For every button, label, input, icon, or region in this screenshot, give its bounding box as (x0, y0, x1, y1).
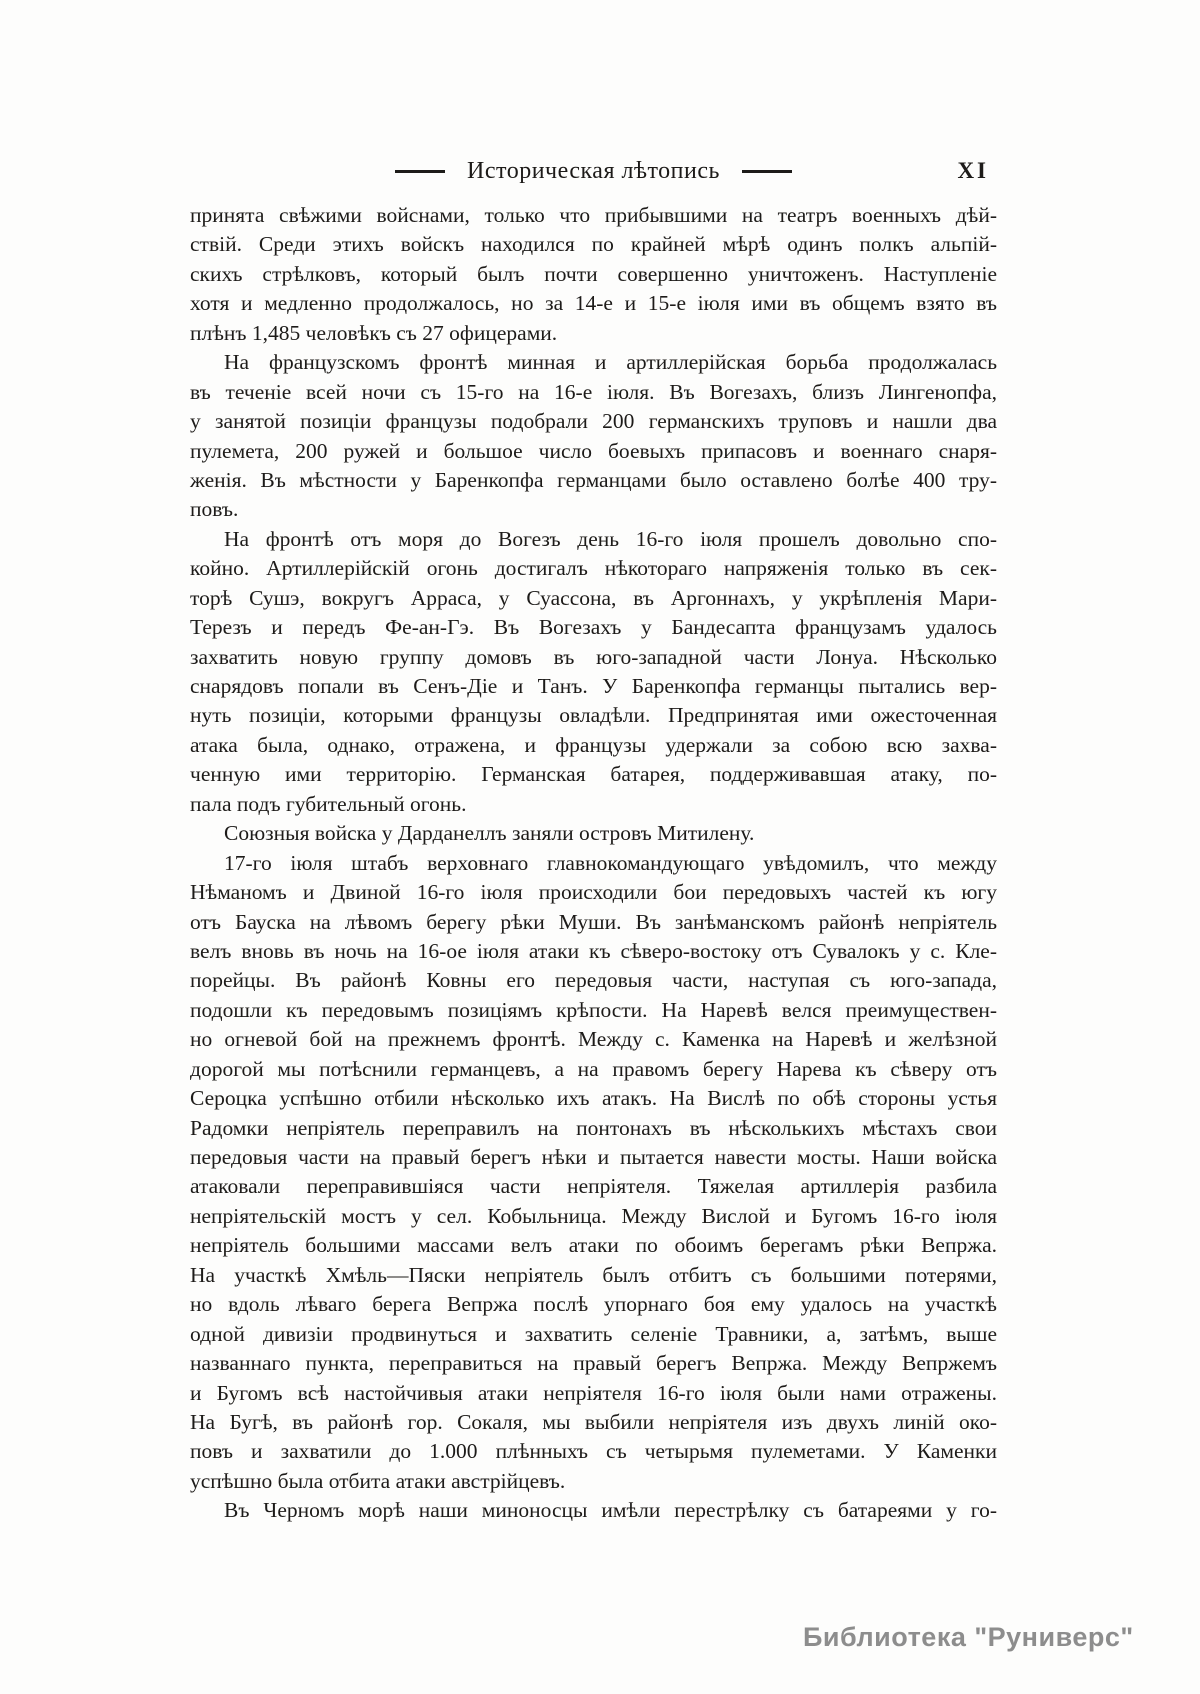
text-line: плѣнъ 1,485 человѣкъ съ 27 офицерами. (190, 320, 558, 345)
text-line: названнаго пункта, переправиться на правый берегъ Вепржа. Между Вепржемъ (190, 1351, 997, 1376)
text-line: повъ и захватили до 1.000 плѣнныхъ съ четырьмя пулеметами. У Каменки (190, 1439, 997, 1464)
text-line: женія. Въ мѣстности у Баренкопфа германцами было оставлено болѣе 400 тру- (190, 467, 997, 492)
text-line: ствій. Среди этихъ войскъ находился по крайней мѣрѣ одинъ полкъ альпій- (190, 232, 997, 257)
text-line: успѣшно была отбита атаки австрійцевъ. (190, 1468, 566, 1493)
text-line: у занятой позиціи французы подобрали 200 германскихъ труповъ и нашли два (190, 409, 997, 434)
text-line: непріятельскій мостъ у сел. Кобыльница. Между Вислой и Бугомъ 16-го іюля (190, 1203, 997, 1228)
text-line: захватить новую группу домовъ въ юго-западной части Лонуа. Нѣсколько (190, 644, 997, 669)
text-line: пулемета, 200 ружей и большое число боевыхъ припасовъ и военнаго снаря- (190, 438, 997, 463)
library-watermark: Библиотека "Руниверс" (803, 1622, 1134, 1652)
text-line: но огневой бой на прежнемъ фронтѣ. Между с. Каменка на Наревѣ и желѣзной (190, 1027, 997, 1052)
text-line: Радомки непріятель переправилъ на понтонахъ въ нѣсколькихъ мѣстахъ свои (190, 1115, 997, 1140)
running-title: Историческая лѣтопись (467, 158, 720, 184)
text-line: одной дивизіи продвинуться и захватить селеніе Травники, а, затѣмъ, выше (190, 1321, 997, 1346)
text-line: дорогой мы потѣснили германцевъ, а на правомъ берегу Нарева къ сѣверу отъ (190, 1056, 997, 1081)
text-line: скихъ стрѣлковъ, который былъ почти совершенно уничтоженъ. Наступленіе (190, 261, 997, 286)
text-line: подошли къ передовымъ позиціямъ крѣпости. На Наревѣ велся преимуществен- (190, 997, 997, 1022)
text-line: атака была, однако, отражена, и французы удержали за собою всю захва- (190, 732, 997, 757)
text-line: отъ Бауска на лѣвомъ берегу рѣки Муши. Въ занѣманскомъ районѣ непріятель (190, 909, 997, 934)
text-line: На французскомъ фронтѣ минная и артиллерійская борьба продолжалась (224, 350, 997, 375)
text-line: На фронтѣ отъ моря до Вогезъ день 16-го іюля прошелъ довольно спо- (224, 526, 997, 551)
text-line: Терезъ и передъ Фе-ан-Гэ. Въ Вогезахъ у Бандесапта французамъ удалось (190, 615, 997, 640)
text-line: атаковали переправившіяся части непріятеля. Тяжелая артиллерія разбила (190, 1174, 997, 1199)
text-line: На участкѣ Хмѣль—Пяски непріятель былъ отбитъ съ большими потерями, (190, 1262, 997, 1287)
page-header (190, 156, 997, 194)
text-line: и Бугомъ всѣ настойчивыя атаки непріятеля 16-го іюля были нами отражены. (190, 1380, 997, 1405)
page-number: XI (957, 158, 989, 183)
text-line: нуть позиціи, которыми французы овладѣли. Предпринятая ими ожесточенная (190, 703, 997, 728)
text-block (190, 201, 997, 1526)
running-title-row (190, 156, 997, 186)
text-line: 17-го іюля штабъ верховнаго главнокомандующаго увѣдомилъ, что между (224, 850, 997, 875)
text-line: повъ. (190, 497, 239, 522)
text-line: Союзныя войска у Дарданеллъ заняли островъ Митилену. (224, 821, 755, 846)
text-line: Сероцка успѣшно отбили нѣсколько ихъ атакъ. На Вислѣ по обѣ стороны устья (190, 1086, 997, 1111)
text-line: пала подъ губительный огонь. (190, 791, 467, 816)
title-rule-right (742, 170, 792, 173)
text-line: передовыя части на правый берегъ нѣки и пытается навести мосты. Наши войска (190, 1145, 997, 1169)
text-line: но вдоль лѣваго берега Вепржа послѣ упорнаго боя ему удалось на участкѣ (190, 1292, 997, 1317)
text-line: непріятель большими массами велъ атаки по обоимъ берегамъ рѣки Вепржа. (190, 1233, 997, 1258)
text-line: Нѣманомъ и Двиной 16-го іюля происходили бои передовыхъ частей къ югу (190, 880, 997, 905)
text-line: койно. Артиллерійскій огонь достигалъ нѣкотораго напряженія только въ сек- (190, 556, 997, 581)
text-line: въ теченіе всей ночи съ 15-го на 16-е іюля. Въ Вогезахъ, близъ Лингенопфа, (190, 379, 997, 404)
text-line: принята свѣжими войснами, только что прибывшими на театръ военныхъ дѣй- (190, 203, 997, 227)
text-line: Въ Черномъ морѣ наши миноносцы имѣли перестрѣлку съ батареями у го- (224, 1498, 997, 1523)
text-line: снарядовъ попали въ Сенъ-Діе и Танъ. У Баренкопфа германцы пытались вер- (190, 674, 997, 698)
text-line: порейцы. Въ районѣ Ковны его передовыя части, наступая съ юго-запада, (190, 968, 997, 993)
text-line: велъ вновь въ ночь на 16-ое іюля атаки къ сѣверо-востоку отъ Сувалокъ у с. Кле- (190, 938, 997, 963)
text-line: На Бугѣ, въ районѣ гор. Сокаля, мы выбили непріятеля изъ двухъ линій око- (190, 1409, 997, 1434)
text-line: торѣ Сушэ, вокругъ Арраса, у Суассона, въ Аргоннахъ, у укрѣпленія Мари- (190, 585, 997, 610)
title-rule-left (395, 170, 445, 173)
text-line: хотя и медленно продолжалось, но за 14-е и 15-е іюля ими въ общемъ взято въ (190, 291, 997, 316)
text-line: ченную ими территорію. Германская батарея, поддерживавшая атаку, по- (190, 762, 997, 787)
